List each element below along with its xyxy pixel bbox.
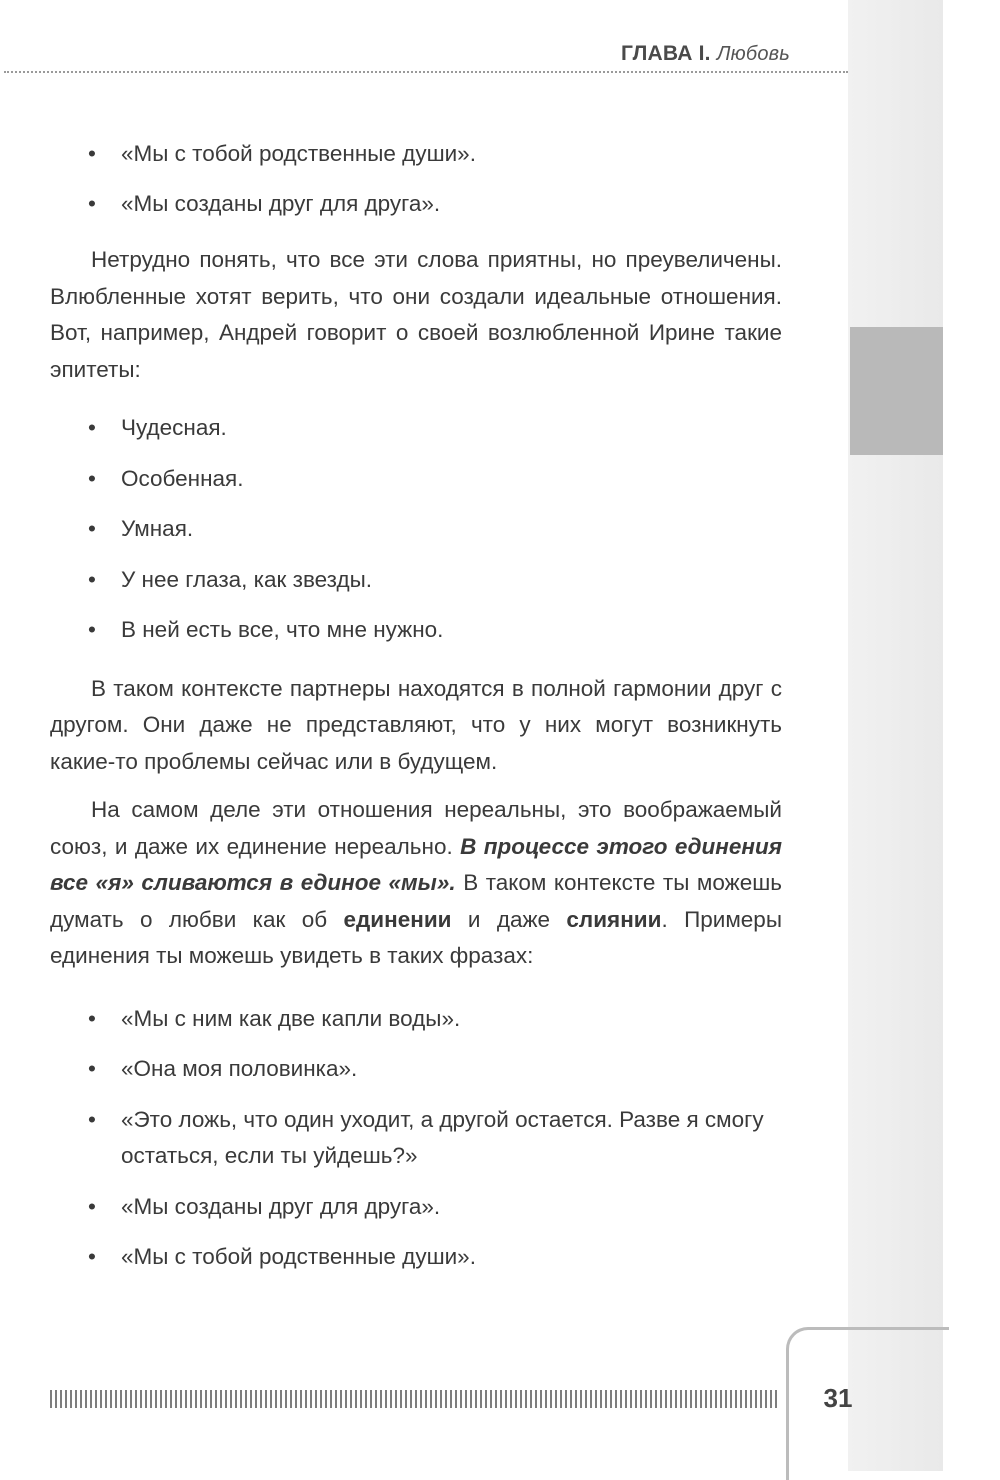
paragraph-text: . Примеры единения ты можешь увидеть в таких фразах: — [50, 906, 782, 968]
list-item: • В ней есть все, что мне нужно. — [50, 612, 782, 649]
list-item: • «Мы созданы друг для друга». — [50, 186, 782, 223]
list-item: • «Это ложь, что один уходит, а другой остается. Разве я смогу остаться, если ты уйдешь?» — [50, 1102, 782, 1175]
paragraph: В таком контексте партнеры находятся в полной гармонии друг с другом. Они даже не представляют, что у них могут возникнуть какие-то проблемы сейчас или в будущем. — [50, 675, 782, 774]
running-header — [621, 42, 790, 66]
list-item: • Умная. — [50, 511, 782, 548]
paragraph-text: и даже — [467, 906, 551, 932]
list-item: • Особенная. — [50, 461, 782, 498]
list-item: • «Мы с тобой родственные души». — [50, 136, 782, 173]
list-item: • «Мы с ним как две капли воды». — [50, 1001, 782, 1038]
page-body — [50, 128, 782, 1276]
bold-term: единении — [343, 906, 452, 932]
chapter-label: ГЛАВА I. — [621, 42, 711, 65]
list-item: • «Она моя половинка». — [50, 1051, 782, 1088]
list-item: • «Мы с тобой родственные души». — [50, 1239, 782, 1276]
paragraph-text: На самом деле эти отношения нереальны, это воображаемый союз, и даже их единение нереально. — [50, 797, 782, 859]
chapter-title: Любовь — [716, 43, 790, 65]
margin-strip — [848, 0, 943, 1471]
paragraph — [50, 792, 782, 975]
list-item: • Чудесная. — [50, 410, 782, 447]
list-item: • «Мы созданы друг для друга». — [50, 1189, 782, 1226]
page-number: 31 — [823, 1383, 853, 1413]
footer-decoration — [50, 1390, 777, 1408]
paragraph-text: В таком контексте ты можешь думать о любви как об — [50, 870, 782, 932]
chapter-tab — [850, 327, 943, 455]
list-item: • У нее глаза, как звезды. — [50, 562, 782, 599]
emphasis-text: В процессе этого единения все «я» сливаются в единое «мы». — [50, 833, 782, 895]
bold-term: слиянии — [566, 906, 662, 932]
paragraph: Нетрудно понять, что все эти слова приятны, но преувеличены. Влюбленные хотят верить, что они создали идеальные отношения. Вот, например, Андрей говорит о своей возлюбленной Ирине такие эпитеты: — [50, 247, 782, 382]
header-divider — [4, 71, 848, 73]
